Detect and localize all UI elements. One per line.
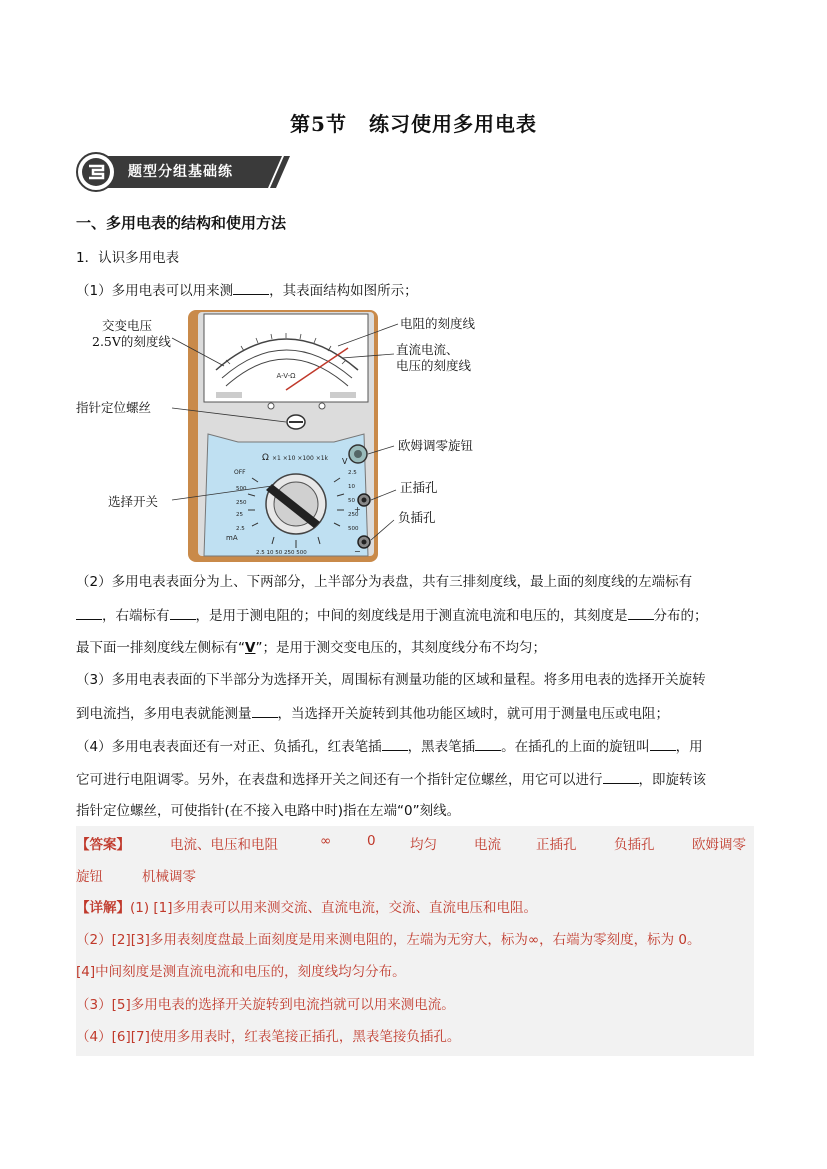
blank-2 (76, 605, 102, 620)
dial-right-tick: 500 (348, 526, 359, 532)
detail-line-5: （4）[6][7]使用多用表时，红表笔接正插孔，黑表笔接负插孔。 (76, 1029, 461, 1045)
dial-right-tick: 2.5 (348, 470, 357, 476)
answer-tag: 【答案】 (76, 837, 130, 853)
paragraph-4-line-2: 它可进行电阻调零。另外，在表盘和选择开关之间还有一个指针定位螺丝，用它可以进行 ，即旋转该 (76, 769, 756, 790)
detail-line-2: （2）[2][3]多用表刻度盘最上面刻度是用来测电阻的，左端为无穷大，标为∞，右端为零刻度，标为 0。 (76, 932, 701, 948)
answer-item: 欧姆调零 (692, 837, 746, 853)
dial-multiplier-label: ×1 ×10 ×100 ×1k (272, 455, 329, 462)
blank-8 (650, 736, 676, 751)
answer-item: 电流 (474, 837, 501, 853)
paragraph-2-line-1: （2）多用电表表面分为上、下两部分，上半部分为表盘，共有三排刻度线，最上面的刻度线的左端标有 (76, 574, 693, 590)
paragraph-3-line-2: 到电流挡，多用电表就能测量 ，当选择开关旋转到其他功能区域时，就可用于测量电压或电阻； (76, 703, 756, 724)
answer-item: ∞ (320, 833, 332, 849)
dial-right-tick: 10 (348, 484, 355, 490)
page-title (0, 108, 827, 137)
section-name: 练习使用多用电表 (368, 112, 537, 136)
dial-left-tick: 500 (236, 486, 247, 492)
answer-item: 正插孔 (536, 837, 577, 853)
blank-1 (233, 280, 269, 295)
section-number: 第5节 (290, 112, 347, 136)
section-banner (76, 152, 296, 192)
label-selector: 选择开关 (108, 494, 159, 509)
answer-item: 机械调零 (142, 869, 196, 885)
paragraph-2-line-2: ，右端标有 ，是用于测电阻的；中间的刻度线是用于测直流电流和电压的，其刻度是 分布的； (76, 605, 756, 626)
multimeter-figure (76, 308, 496, 564)
dial-off-label: OFF (234, 469, 246, 476)
question-number: 1．认识多用电表 (76, 250, 180, 266)
meter-face-label: A-V-Ω (276, 372, 296, 380)
detail-line-4: （3）[5]多用电表的选择开关旋转到电流挡就可以用来测电流。 (76, 997, 455, 1013)
paragraph-3-line-1: （3）多用电表表面的下半部分为选择开关，周围标有测量功能的区域和量程。将多用电表的选择开关旋转 (76, 672, 706, 688)
answer-item: 旋钮 (76, 869, 103, 885)
label-dc-scale: 直流电流、 电压的刻度线 (396, 342, 472, 373)
label-pointer-screw: 指针定位螺丝 (76, 400, 152, 415)
label-ac-scale: 交变电压 2.5V的刻度线 (92, 318, 171, 349)
answer-item: 负插孔 (614, 837, 655, 853)
dial-bottom-scale: 2.5 10 50 250 500 (256, 550, 307, 556)
paragraph-2-line-3: 最下面一排刻度线左侧标有“V”；是用于测交变电压的，其刻度线分布不均匀； (76, 640, 546, 656)
blank-5 (252, 703, 278, 718)
dial-ohm-label: Ω (262, 453, 269, 463)
blank-3 (170, 605, 196, 620)
detail-tag: 【详解】 (76, 900, 130, 916)
label-ohm-zero-knob: 欧姆调零旋钮 (398, 438, 474, 453)
paragraph-1: （1）多用电表可以用来测 ，其表面结构如图所示； (76, 280, 756, 301)
answer-item: 均匀 (410, 837, 437, 853)
label-positive-jack: 正插孔 (400, 480, 438, 495)
label-negative-jack: 负插孔 (398, 510, 436, 525)
paragraph-4-line-3: 指针定位螺丝，可使指针(在不接入电路中时)指在左端“0”刻线。 (76, 803, 461, 819)
blank-7 (475, 736, 501, 751)
detail-line-1: 【详解】(1) [1]多用表可以用来测交流、直流电流，交流、直流电压和电阻。 (76, 900, 538, 916)
answer-item: 电流、电压和电阻 (170, 837, 278, 853)
dial-left-tick: 2.5 (236, 526, 245, 532)
blank-4 (628, 605, 654, 620)
dial-left-tick: 25 (236, 512, 243, 518)
dial-ma-label: mA (226, 534, 238, 542)
section-heading: 一、多用电表的结构和使用方法 (76, 214, 287, 232)
ac-volt-symbol: V (245, 640, 256, 656)
banner-label: 题型分组基础练 (128, 164, 233, 180)
blank-6 (382, 736, 408, 751)
svg-text:−: − (354, 547, 361, 556)
label-ohm-scale: 电阻的刻度线 (400, 316, 476, 331)
blank-9 (603, 769, 639, 784)
dial-left-tick: 250 (236, 500, 247, 506)
dial-v-label: V (342, 457, 348, 466)
detail-line-3: [4]中间刻度是测直流电流和电压的，刻度线均匀分布。 (76, 964, 406, 980)
svg-text:+: + (354, 505, 361, 514)
dial-right-tick: 50 (348, 498, 355, 504)
answer-item: 0 (367, 833, 376, 849)
dial-right-tick: 250 (348, 512, 359, 518)
paragraph-4-line-1: （4）多用电表表面还有一对正、负插孔，红表笔插 ，黑表笔插 。在插孔的上面的旋钮叫 ，用 (76, 736, 756, 757)
